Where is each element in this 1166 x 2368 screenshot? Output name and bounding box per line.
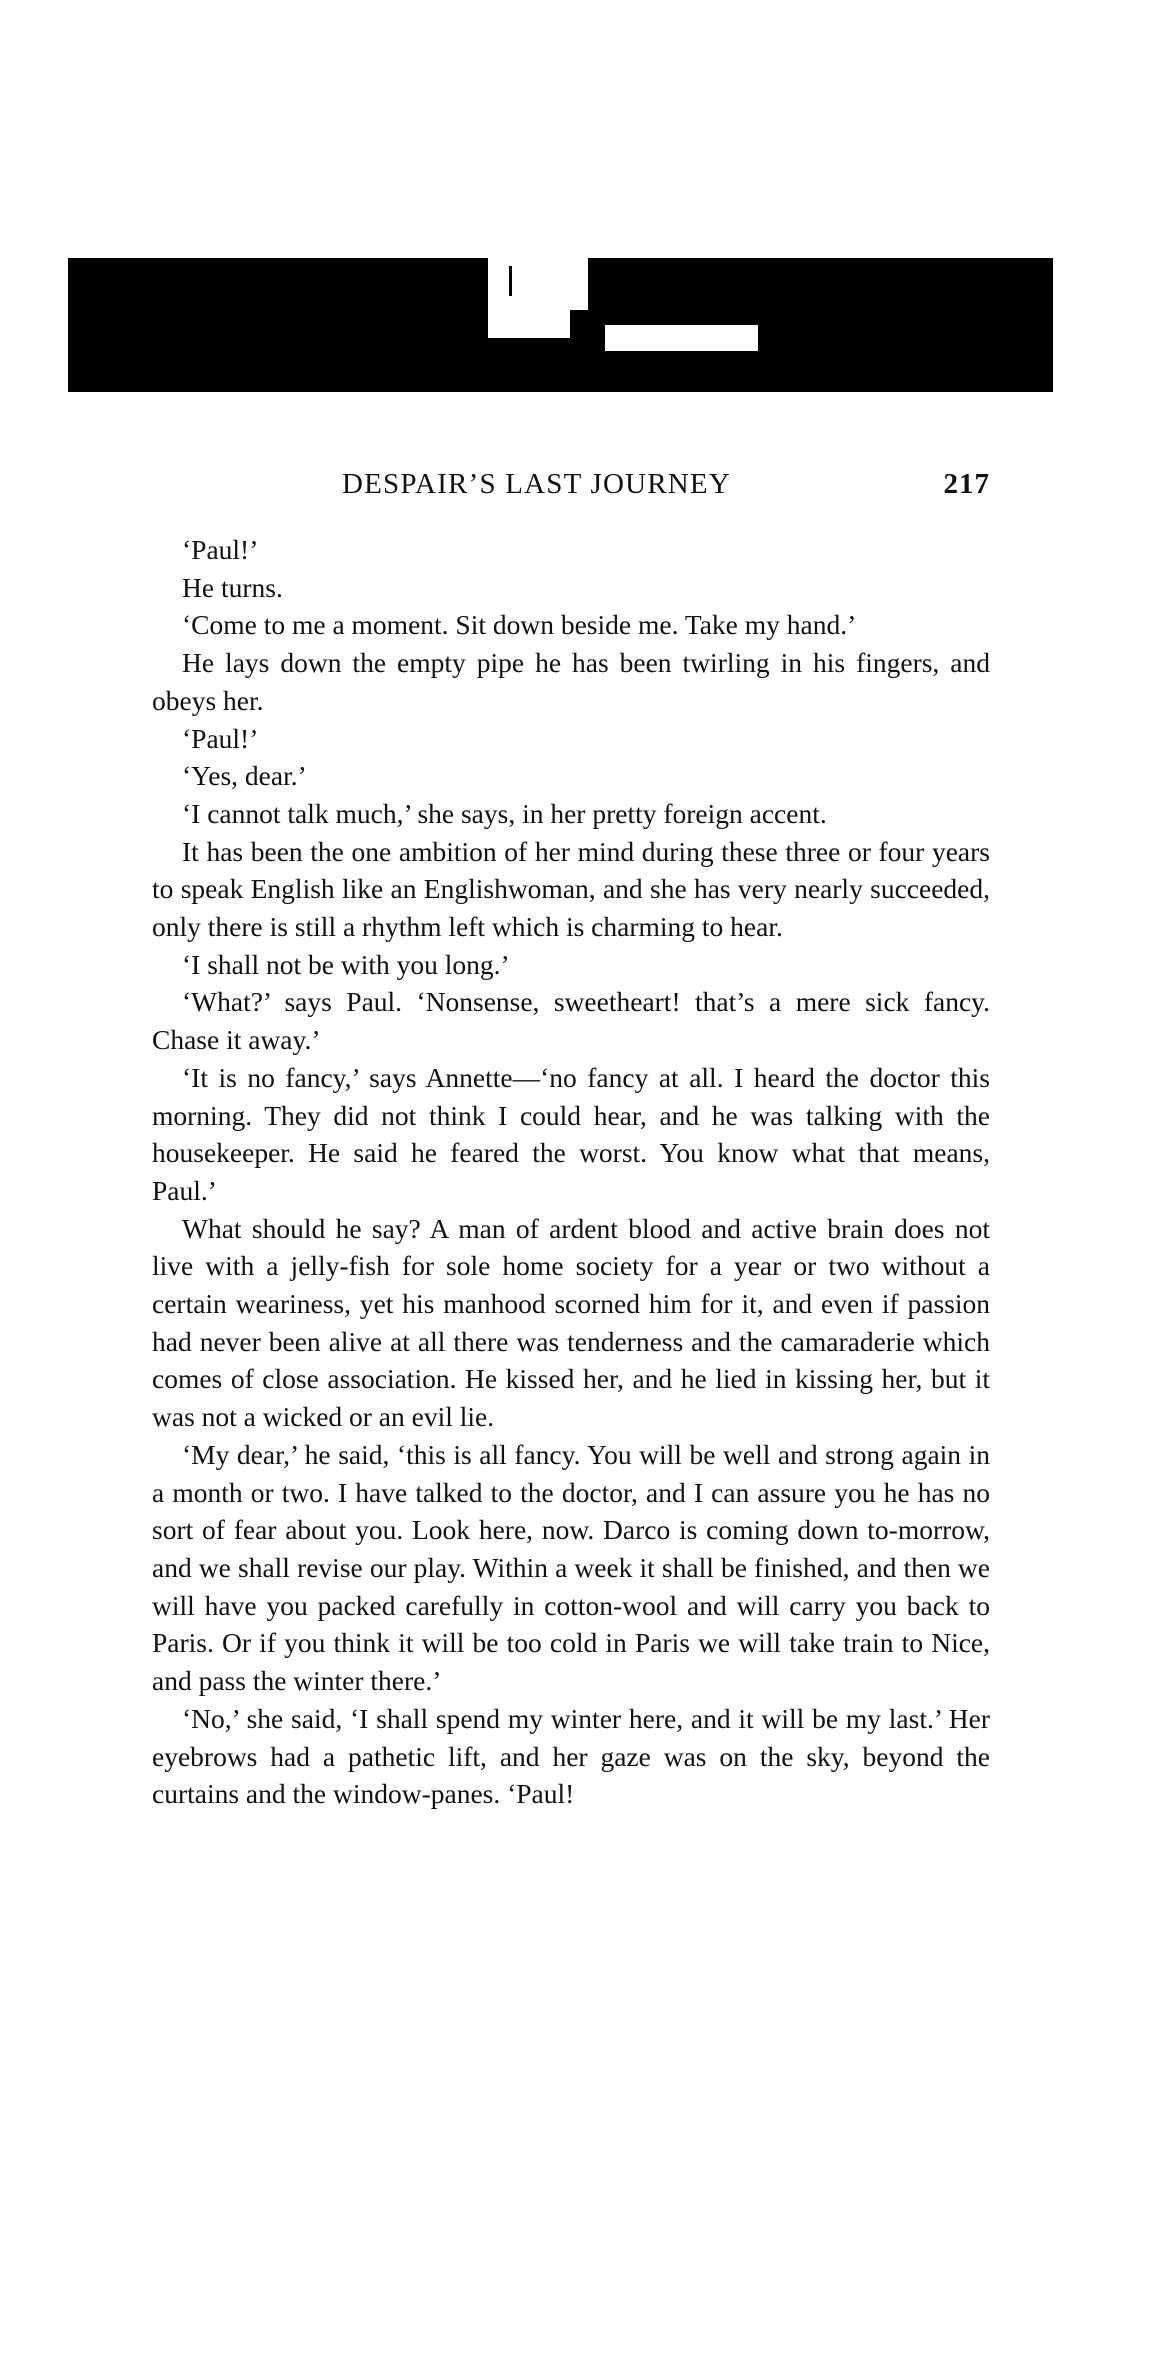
paragraph: ‘No,’ she said, ‘I shall spend my winter here, and it will be my last.’ Her eyebrows had a pathetic lift, and her gaze was on the sky, beyond the curtains and the window-panes. ‘Paul! — [152, 1702, 990, 1810]
scan-artifact-tick — [509, 266, 512, 296]
running-head — [152, 468, 990, 508]
paragraph: ‘I shall not be with you long.’ — [182, 948, 510, 980]
paragraph: ‘It is no fancy,’ says Annette—‘no fancy at all. I heard the doctor this morning. They did not think I could hear, and he was talking with the housekeeper. He said he feared the worst. You know what that means, Paul.’ — [152, 1061, 990, 1206]
paragraph: What should he say? A man of ardent blood and active brain does not live with a jelly-fish for sole home society for a year or two without a certain weariness, yet his manhood scorned him for it, and even if passion had never been alive at all there was tenderness and the camaraderie which comes of close association. He kissed her, and he lied in kissing her, but it was not a wicked or an evil lie. — [152, 1212, 990, 1433]
running-title: DESPAIR’S LAST JOURNEY — [342, 468, 731, 500]
paragraph: It has been the one ambition of her mind during these three or four years to speak English like an Englishwoman, and she has very nearly succeeded, only there is still a rhythm left which is charming to hear. — [152, 835, 990, 943]
paragraph: ‘Paul!’ — [182, 534, 259, 565]
paragraph: He lays down the empty pipe he has been twirling in his fingers, and obeys her. — [152, 647, 990, 716]
paragraph: ‘My dear,’ he said, ‘this is all fancy. You will be well and strong again in a month or two. I have talked to the doctor, and I can assure you he has no sort of fear about you. Look here, now. Darco is coming down to-morrow, and we shall revise our play. Within a week it shall be finished, and then we will have you packed carefully in cotton-wool and will carry you back to Paris. Or if you think it will be too cold in Paris we will take train to Nice, and pass the winter there.’ — [152, 1438, 990, 1697]
scan-artifact-notch — [568, 258, 588, 310]
text-body — [152, 531, 990, 1813]
scan-artifact-band — [68, 258, 1053, 392]
paragraph: ‘Paul!’ — [182, 722, 259, 754]
paragraph: He turns. — [182, 571, 283, 603]
scan-artifact-notch — [488, 258, 570, 338]
paragraph: ‘Yes, dear.’ — [182, 760, 307, 792]
paragraph: ‘Come to me a moment. Sit down beside me. Take my hand.’ — [182, 609, 857, 641]
page-number: 217 — [943, 468, 990, 500]
paragraph: ‘I cannot talk much,’ she says, in her pretty foreign accent. — [182, 797, 827, 829]
scan-artifact-strip — [605, 325, 758, 351]
paragraph: ‘What?’ says Paul. ‘Nonsense, sweetheart! that’s a mere sick fancy. Chase it away.’ — [152, 986, 990, 1056]
